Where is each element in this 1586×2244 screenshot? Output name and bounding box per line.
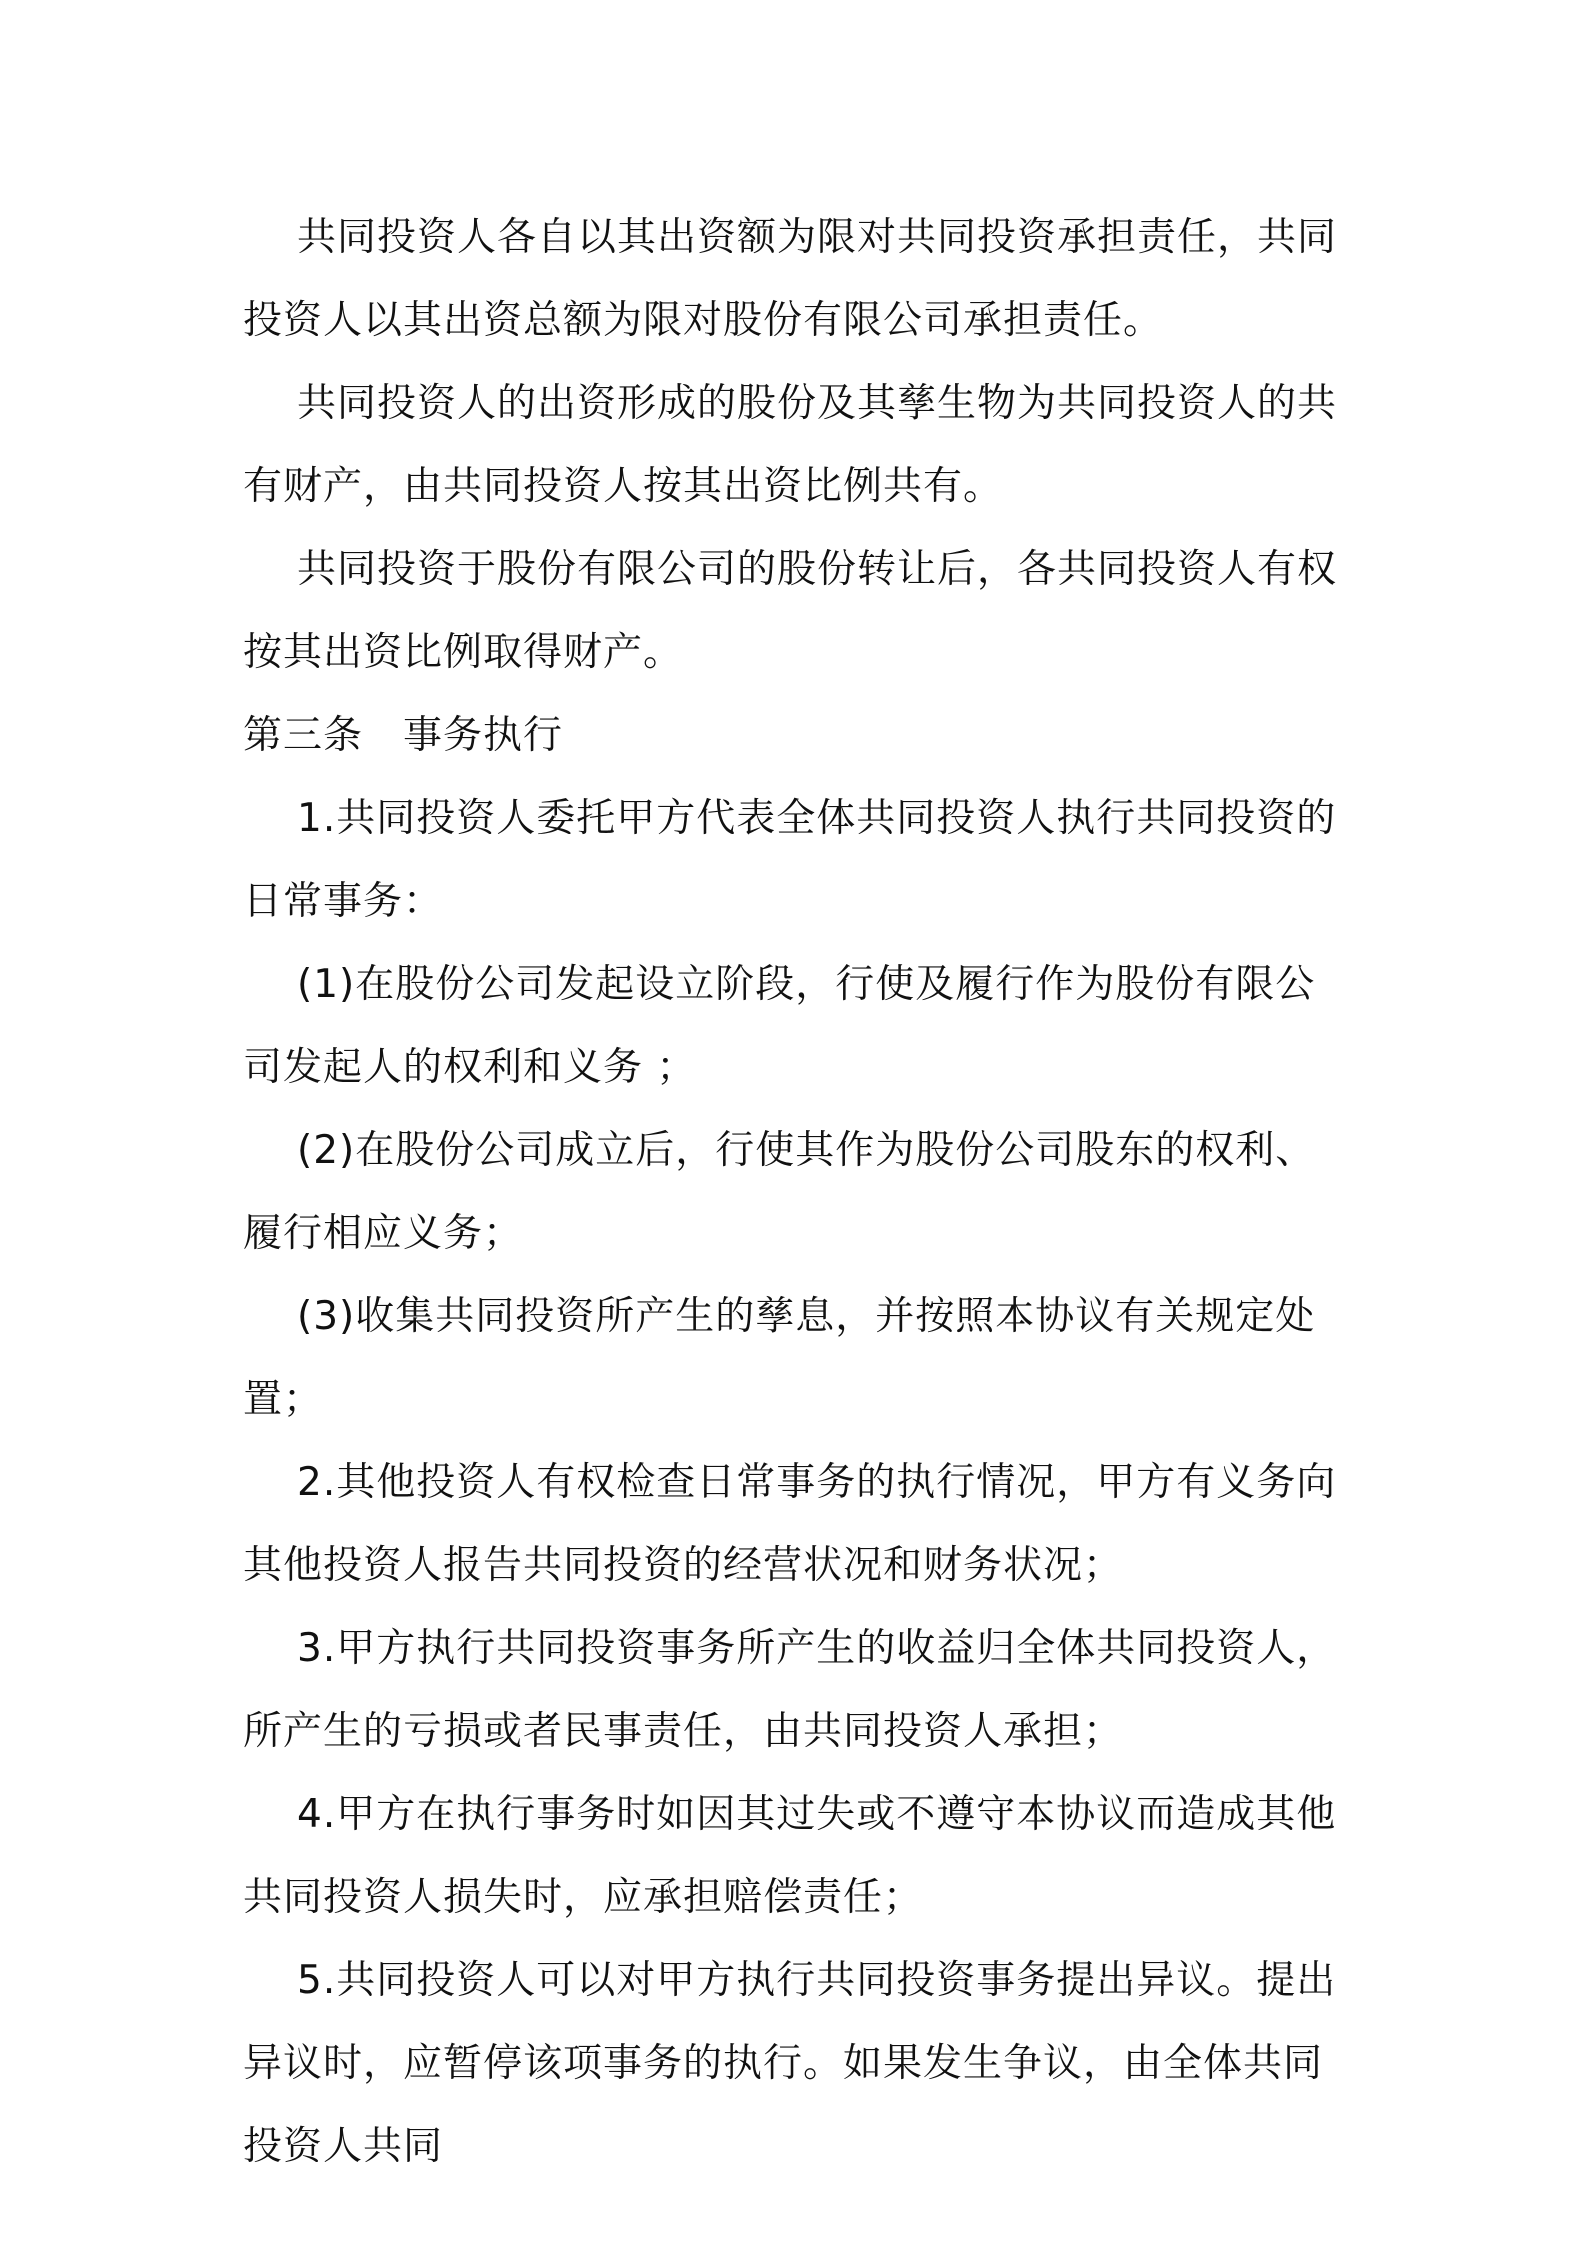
clause-4: 4.甲方在执行事务时如因其过失或不遵守本协议而造成其他共同投资人损失时，应承担赔偿责任； — [243, 1792, 1337, 1920]
paragraph-shares-common-property: 共同投资人的出资形成的股份及其孳生物为共同投资人的共有财产，由共同投资人按其出资比例共有。 — [243, 381, 1338, 509]
clause-2: 2.其他投资人有权检查日常事务的执行情况，甲方有义务向其他投资人报告共同投资的经营状况和财务状况； — [243, 1460, 1337, 1588]
clause-1-item-3: (3)收集共同投资所产生的孳息，并按照本协议有关规定处置； — [243, 1294, 1316, 1422]
clause-1-item-2: (2)在股份公司成立后，行使其作为股份公司股东的权利、履行相应义务； — [243, 1128, 1316, 1256]
article-title: 事务执行 — [403, 713, 564, 758]
clause-1-item-1: (1)在股份公司发起设立阶段，行使及履行作为股份有限公司发起人的权利和义务 ； — [243, 962, 1316, 1090]
article-heading — [243, 694, 1355, 777]
clause-5: 5.共同投资人可以对甲方执行共同投资事务提出异议。提出异议时，应暂停该项事务的执行。如果发生争议，由全体共同投资人共同 — [243, 1958, 1337, 2169]
clause-3: 3.甲方执行共同投资事务所产生的收益归全体共同投资人，所产生的亏损或者民事责任，由共同投资人承担； — [243, 1626, 1337, 1754]
clause-1: 1.共同投资人委托甲方代表全体共同投资人执行共同投资的日常事务： — [243, 796, 1337, 924]
document-body — [243, 196, 1355, 2188]
article-number: 第三条 — [243, 713, 364, 758]
paragraph-share-transfer: 共同投资于股份有限公司的股份转让后，各共同投资人有权按其出资比例取得财产。 — [243, 547, 1338, 675]
paragraph-joint-liability: 共同投资人各自以其出资额为限对共同投资承担责任，共同投资人以其出资总额为限对股份有限公司承担责任。 — [243, 215, 1338, 343]
